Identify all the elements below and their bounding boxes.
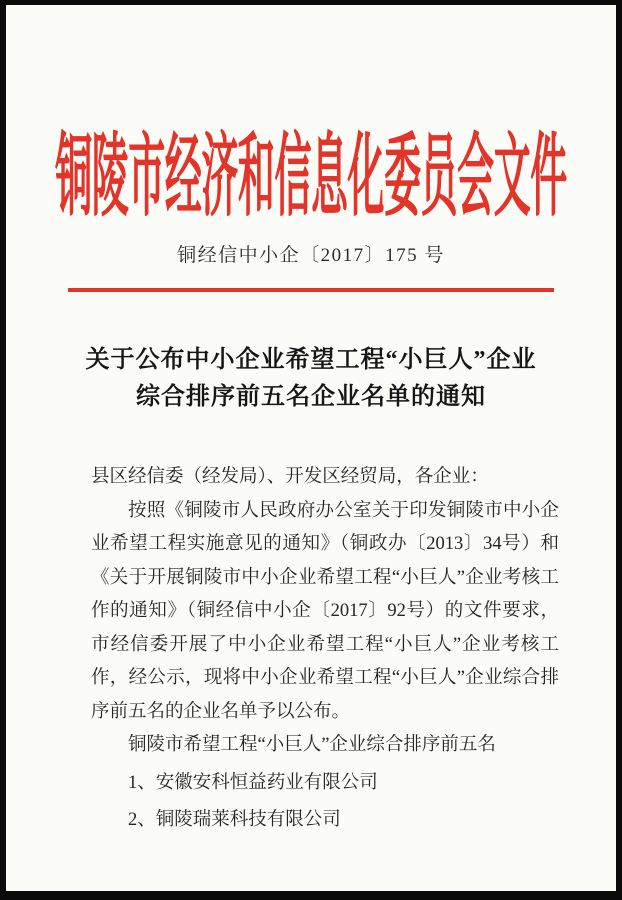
main-paragraph: 按照《铜陵市人民政府办公室关于印发铜陵市中小企业希望工程实施意见的通知》（铜政办〔2013〕34号）和《关于开展铜陵市中小企业希望工程“小巨人”企业考核工作的通知》（铜经信中小企〔2017〕92号）的文件要求，市经信委开展了中小企业希望工程“小巨人”企业考核工作，经公示，现将中小企业希望工程“小巨人”企业综合排序前五名的企业名单予以公布。 [91,500,559,722]
salutation: 县区经信委（经发局）、开发区经贸局，各企业： [91,467,489,487]
red-header [6,122,616,228]
doc-title-line-2: 综合排序前五名企业名单的通知 [136,384,486,410]
list-item: 1、安徽安科恒益药业有限公司 [128,772,378,793]
red-separator-line [68,288,554,292]
list-item: 2、铜陵瑞莱科技有限公司 [128,810,341,830]
doc-title-line-1: 关于公布中小企业希望工程“小巨人”企业 [85,347,537,373]
doc-title [6,342,616,416]
ranking-list-heading: 铜陵市希望工程“小巨人”企业综合排序前五名 [128,735,496,755]
org-title: 铜陵市经济和信息化委员会文件 [55,127,567,228]
doc-number: 铜经信中小企〔2017〕175 号 [177,245,445,266]
document-body [91,461,559,838]
